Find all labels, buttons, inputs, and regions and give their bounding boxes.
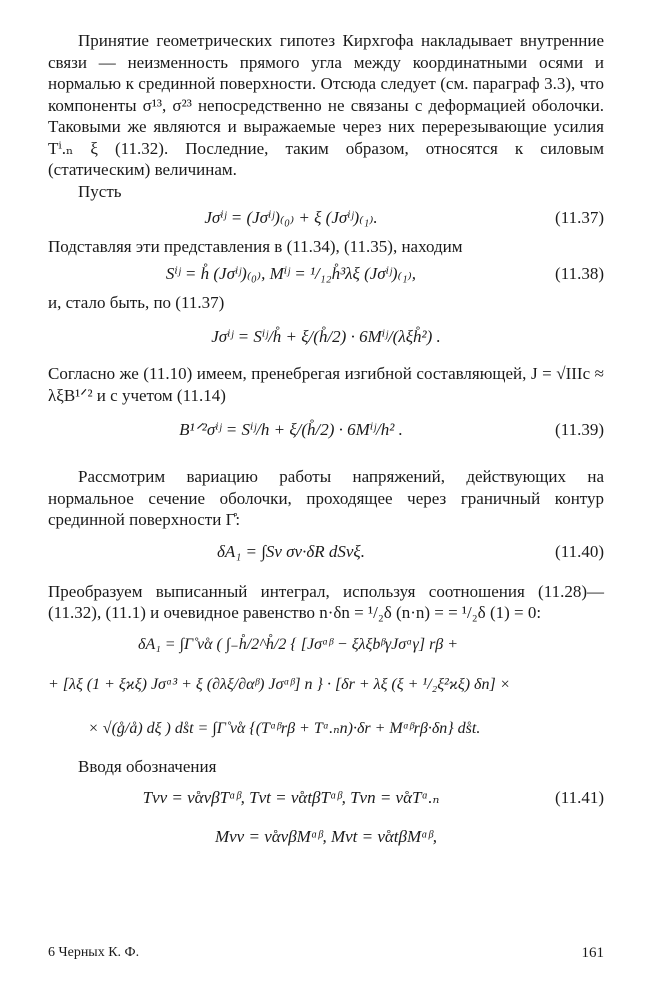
paragraph-transform-integral: Преобразуем выписанный интеграл, используя соотношения (11.28)—(11.32), (11.1) и очевидное равенство n·δn = ¹/₂δ (n·n) = = ¹/₂δ (1) = 0:	[48, 581, 604, 622]
paragraph-substituting: Подставляя эти представления в (11.34), (11.35), находим	[48, 237, 463, 256]
paragraph-hence: и, стало быть, по (11.37)	[48, 292, 225, 312]
signature-mark: 6 Черных К. Ф.	[48, 945, 140, 960]
equation-variation-line-2	[48, 666, 604, 708]
equation-11-41-number: (11.41)	[555, 788, 604, 807]
equation-11-37-body: Jσⁱʲ = (Jσⁱʲ)₍₀₎ + ξ (Jσⁱʲ)₍₁₎.	[204, 208, 378, 227]
equation-11-38	[48, 258, 604, 292]
equation-11-39	[48, 406, 604, 456]
paragraph-let: Пусть	[78, 181, 122, 201]
paragraph-kirchhoff-hypotheses: Принятие геометрических гипотез Кирхгофа накладывает внутренние связи — неизменность прямого угла между координатными осями и нормалью к срединной поверхности. Отсюда следует (см. параграф 3.3), что компоненты σ¹³, σ²³ непосредственно не связаны с деформацией оболочки. Таковыми же являются и выражаемые через них перерезывающие усилия Tⁱ.ₙ ξ (11.32). Последние, таким образом, относятся к силовым (статическим) величинам.	[48, 31, 604, 179]
page-number: 161	[581, 945, 604, 961]
equation-11-41-line-1	[48, 777, 604, 821]
equation-11-41-line-2	[48, 821, 604, 855]
paragraph-variation-of-work: Рассмотрим вариацию работы напряжений, действующих на нормальное сечение оболочки, проходящее через граничный контур срединной поверхности Γ̊:	[48, 467, 604, 529]
equation-11-39-body: B¹ᐟ²σⁱʲ = Sⁱʲ/h + ξ/(h̊/2) · 6Mⁱʲ/h² .	[179, 420, 403, 439]
paragraph-introducing-notation: Вводя обозначения	[78, 756, 217, 776]
page-content	[48, 30, 604, 855]
equation-11-40-body: δA₁ = ∫Sν σν·δR dSνξ.	[217, 541, 365, 561]
page-footer	[48, 945, 604, 967]
paragraph-according-to-11-10: Согласно же (11.10) имеем, пренебрегая изгибной составляющей, J = √IIIc ≈ λξB¹ᐟ² и с учетом (11.14)	[48, 364, 604, 405]
equation-variation-line-2-body: + [λξ (1 + ξϰξ) Jσᵅ³ + ξ (∂λξ/∂αᵝ) Jσᵅᵝ] n } · [δr + λξ (ξ + ¹/₂ξ²ϰξ) δn] ×	[48, 675, 511, 693]
equation-11-41-line-2-body: Mνν = ν̊ανβMᵅᵝ, Mνt = ν̊αtβMᵅᵝ,	[214, 827, 438, 846]
equation-variation-line-3-body: × √(g̊/å) dξ ) ds̊t = ∫Γ̊ ν̊α {(Tᵅᵝrβ + Tᵅ.ₙn)·δr + Mᵅᵝrβ·δn} ds̊t.	[88, 719, 481, 737]
equation-variation-line-1	[48, 624, 604, 666]
equation-variation-line-1-body: δA₁ = ∫Γ̊ ν̊α ( ∫₋h̊/2^h̊/2 { [Jσᵅᵝ − ξλξbᵝγJσᵅγ] rβ +	[138, 635, 459, 653]
equation-11-41-line-1-body: Tνν = ν̊ανβTᵅᵝ, Tνt = ν̊αtβTᵅᵝ, Tνn = ν̊αTᵅ.ₙ	[142, 788, 440, 807]
equation-11-40-number: (11.40)	[555, 541, 604, 561]
equation-unnumbered-body: Jσⁱʲ = Sⁱʲ/h̊ + ξ/(h̊/2) · 6Mⁱʲ/(λξh̊²) .	[211, 327, 441, 346]
equation-11-38-body: Sⁱʲ = h̊ (Jσⁱʲ)₍₀₎, Mⁱʲ = ¹/₁₂h̊³λξ (Jσⁱʲ)₍₁₎,	[165, 263, 417, 283]
equation-11-38-number: (11.38)	[555, 263, 604, 283]
equation-unnumbered	[48, 313, 604, 363]
equation-11-37	[48, 202, 604, 236]
equation-variation-line-3	[48, 708, 604, 750]
equation-11-37-number: (11.37)	[555, 208, 604, 227]
equation-11-39-number: (11.39)	[555, 420, 604, 439]
equation-11-40	[48, 531, 604, 575]
